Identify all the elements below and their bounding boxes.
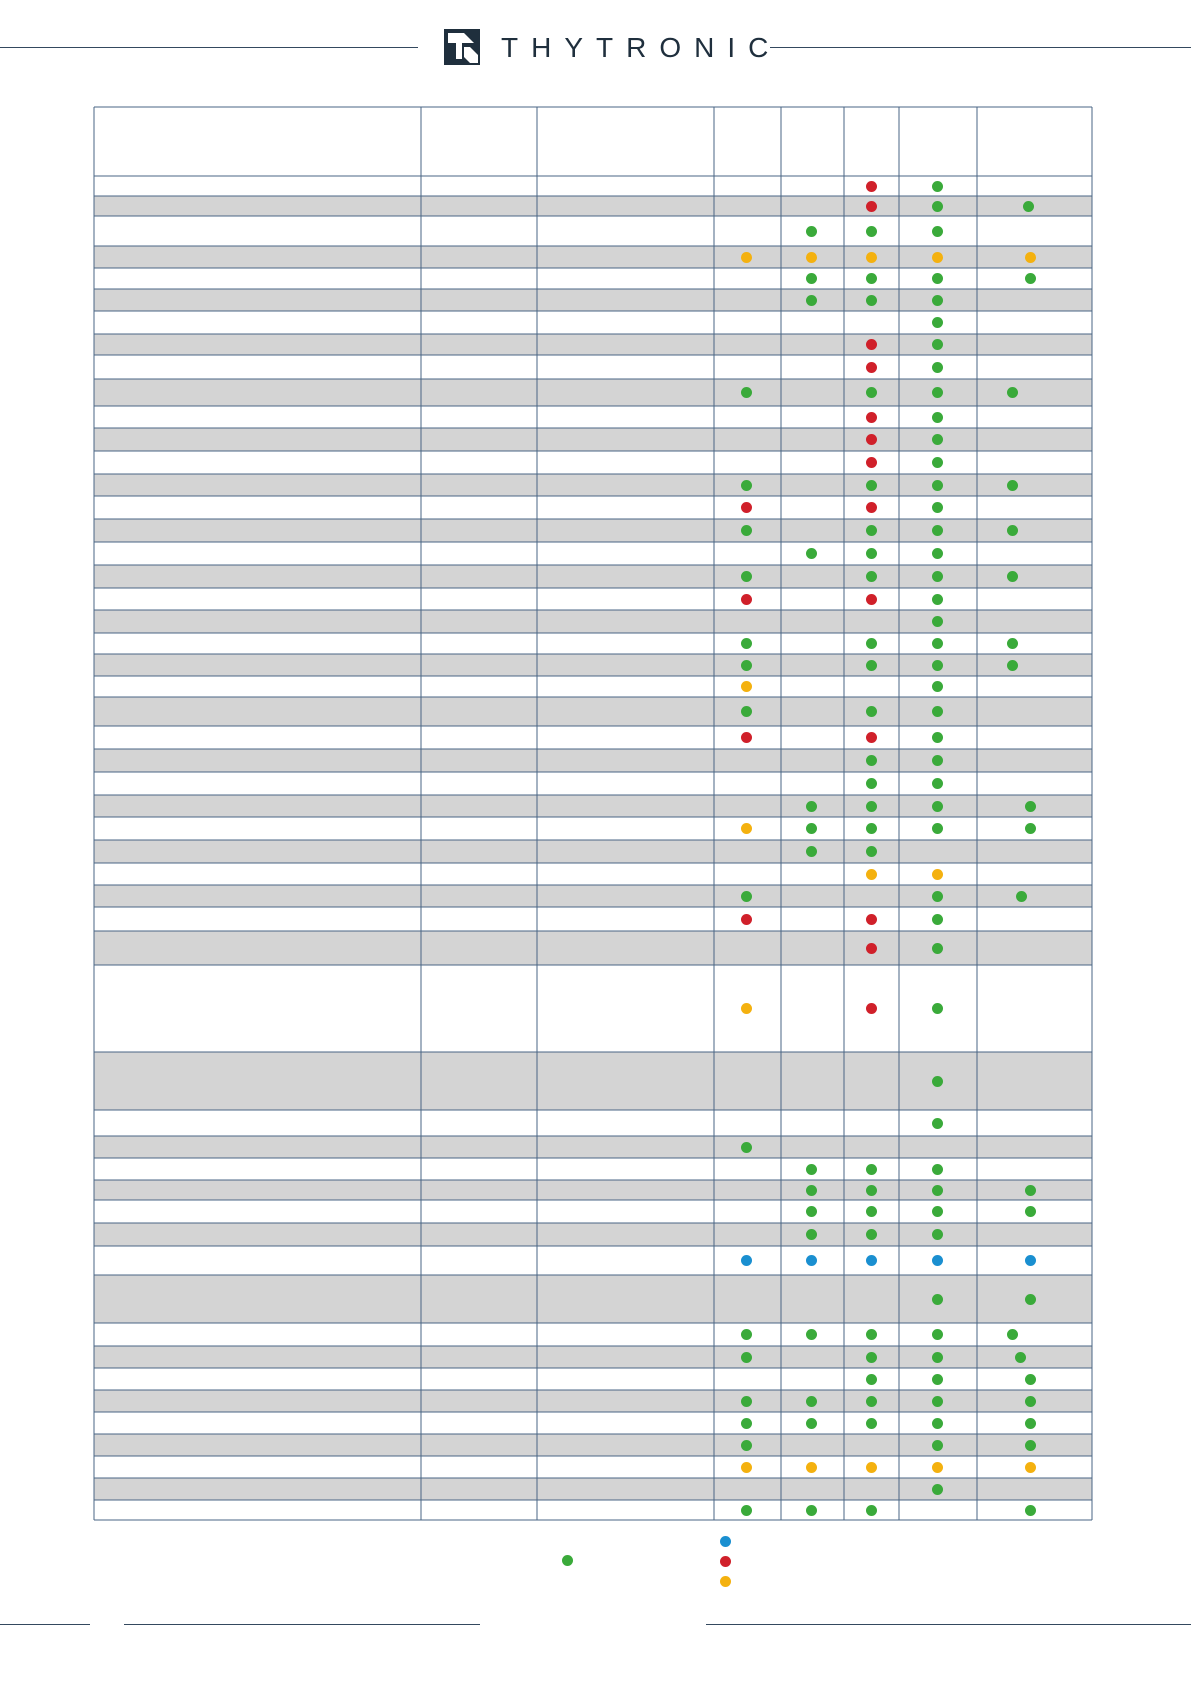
status-dot-green bbox=[1025, 1505, 1036, 1516]
status-dot-green bbox=[866, 525, 877, 536]
status-dot-green bbox=[932, 273, 943, 284]
status-dot-green bbox=[932, 548, 943, 559]
status-dot-green bbox=[932, 891, 943, 902]
footer-rule-1 bbox=[0, 1624, 90, 1625]
status-dot-red bbox=[866, 732, 877, 743]
legend-dot-blue bbox=[720, 1536, 731, 1547]
status-dot-red bbox=[741, 594, 752, 605]
status-dot-green bbox=[866, 295, 877, 306]
status-dot-green bbox=[741, 525, 752, 536]
status-dot-green bbox=[866, 1185, 877, 1196]
status-dot-green bbox=[932, 1440, 943, 1451]
status-dot-green bbox=[866, 548, 877, 559]
status-dot-green bbox=[932, 943, 943, 954]
status-dot-green bbox=[1015, 1352, 1026, 1363]
status-dot-green bbox=[741, 706, 752, 717]
status-dot-green bbox=[741, 1142, 752, 1153]
status-dot-green bbox=[1007, 660, 1018, 671]
status-dot-red bbox=[741, 732, 752, 743]
status-dot-green bbox=[866, 778, 877, 789]
status-dot-green bbox=[866, 660, 877, 671]
status-dot-green bbox=[806, 1229, 817, 1240]
status-dot-green bbox=[741, 480, 752, 491]
status-dot-green bbox=[806, 273, 817, 284]
status-dot-green bbox=[866, 706, 877, 717]
status-dot-green bbox=[741, 1418, 752, 1429]
status-dot-red bbox=[866, 362, 877, 373]
status-dot-red bbox=[866, 434, 877, 445]
legend-dot-green bbox=[562, 1555, 573, 1566]
status-dot-yellow bbox=[1025, 1462, 1036, 1473]
status-dot-yellow bbox=[932, 869, 943, 880]
status-dot-blue bbox=[1025, 1255, 1036, 1266]
status-dot-green bbox=[932, 362, 943, 373]
status-dot-green bbox=[866, 1505, 877, 1516]
status-dot-yellow bbox=[866, 869, 877, 880]
status-dot-green bbox=[1007, 480, 1018, 491]
status-dot-green bbox=[932, 681, 943, 692]
status-dot-green bbox=[932, 801, 943, 812]
footer-rule-3 bbox=[706, 1624, 1191, 1625]
status-dot-blue bbox=[741, 1255, 752, 1266]
status-dot-green bbox=[1007, 387, 1018, 398]
status-dot-green bbox=[806, 548, 817, 559]
status-dot-green bbox=[932, 1003, 943, 1014]
status-dot-yellow bbox=[866, 252, 877, 263]
status-dot-green bbox=[1025, 801, 1036, 812]
status-dot-green bbox=[741, 1396, 752, 1407]
status-dot-green bbox=[1007, 571, 1018, 582]
status-dot-blue bbox=[806, 1255, 817, 1266]
status-dot-green bbox=[866, 571, 877, 582]
status-dot-green bbox=[932, 616, 943, 627]
status-dot-green bbox=[932, 226, 943, 237]
status-dot-green bbox=[806, 823, 817, 834]
status-dot-green bbox=[741, 638, 752, 649]
status-dot-yellow bbox=[741, 1003, 752, 1014]
status-dot-green bbox=[866, 1352, 877, 1363]
status-dot-green bbox=[741, 571, 752, 582]
status-dot-green bbox=[1025, 1396, 1036, 1407]
table-row-shade bbox=[94, 840, 1092, 863]
status-dot-green bbox=[1007, 1329, 1018, 1340]
status-dot-green bbox=[806, 1396, 817, 1407]
status-dot-red bbox=[866, 943, 877, 954]
status-dot-green bbox=[1025, 1440, 1036, 1451]
status-dot-green bbox=[932, 1164, 943, 1175]
footer-rule-2 bbox=[124, 1624, 480, 1625]
status-dot-green bbox=[932, 914, 943, 925]
status-dot-green bbox=[932, 755, 943, 766]
status-dot-green bbox=[932, 1229, 943, 1240]
status-dot-green bbox=[1025, 1374, 1036, 1385]
status-dot-green bbox=[741, 1329, 752, 1340]
status-dot-red bbox=[866, 201, 877, 212]
status-dot-green bbox=[932, 638, 943, 649]
status-dot-green bbox=[806, 1505, 817, 1516]
status-dot-green bbox=[866, 1418, 877, 1429]
status-dot-green bbox=[932, 295, 943, 306]
status-dot-green bbox=[741, 387, 752, 398]
table-row-shade bbox=[94, 1136, 1092, 1158]
status-dot-green bbox=[1016, 891, 1027, 902]
status-dot-green bbox=[932, 1118, 943, 1129]
status-dot-green bbox=[1007, 638, 1018, 649]
status-dot-red bbox=[866, 914, 877, 925]
status-dot-green bbox=[1007, 525, 1018, 536]
status-dot-green bbox=[932, 502, 943, 513]
legend-dot-yellow bbox=[720, 1576, 731, 1587]
status-dot-green bbox=[932, 412, 943, 423]
status-dot-green bbox=[932, 1206, 943, 1217]
status-dot-green bbox=[741, 1352, 752, 1363]
status-dot-red bbox=[866, 457, 877, 468]
status-dot-green bbox=[806, 846, 817, 857]
status-dot-green bbox=[932, 434, 943, 445]
status-dot-green bbox=[866, 387, 877, 398]
status-dot-green bbox=[866, 1206, 877, 1217]
status-dot-yellow bbox=[741, 681, 752, 692]
status-dot-green bbox=[932, 778, 943, 789]
status-dot-green bbox=[1025, 1294, 1036, 1305]
status-dot-green bbox=[866, 480, 877, 491]
status-dot-green bbox=[866, 1229, 877, 1240]
legend-dot-red bbox=[720, 1556, 731, 1567]
status-dot-yellow bbox=[866, 1462, 877, 1473]
status-dot-green bbox=[932, 1396, 943, 1407]
status-dot-green bbox=[1025, 823, 1036, 834]
status-dot-green bbox=[806, 1164, 817, 1175]
status-dot-green bbox=[932, 1374, 943, 1385]
status-dot-green bbox=[932, 480, 943, 491]
brand-name: THYTRONIC bbox=[501, 32, 782, 63]
status-dot-green bbox=[932, 1352, 943, 1363]
status-dot-green bbox=[932, 1484, 943, 1495]
status-dot-yellow bbox=[806, 252, 817, 263]
status-dot-red bbox=[741, 914, 752, 925]
status-dot-green bbox=[866, 1374, 877, 1385]
status-dot-green bbox=[866, 1329, 877, 1340]
status-dot-yellow bbox=[932, 1462, 943, 1473]
status-dot-green bbox=[932, 525, 943, 536]
status-dot-green bbox=[932, 706, 943, 717]
status-dot-green bbox=[932, 823, 943, 834]
status-dot-red bbox=[741, 502, 752, 513]
status-dot-green bbox=[866, 846, 877, 857]
status-dot-red bbox=[866, 339, 877, 350]
status-dot-yellow bbox=[1025, 252, 1036, 263]
status-dot-green bbox=[1023, 201, 1034, 212]
status-dot-green bbox=[932, 1329, 943, 1340]
status-dot-red bbox=[866, 1003, 877, 1014]
status-dot-green bbox=[1025, 273, 1036, 284]
status-dot-green bbox=[932, 1185, 943, 1196]
status-dot-green bbox=[932, 571, 943, 582]
status-dot-green bbox=[932, 317, 943, 328]
status-dot-yellow bbox=[741, 1462, 752, 1473]
status-dot-green bbox=[932, 1418, 943, 1429]
status-dot-green bbox=[806, 1418, 817, 1429]
status-dot-green bbox=[866, 273, 877, 284]
status-dot-yellow bbox=[932, 252, 943, 263]
status-dot-green bbox=[932, 339, 943, 350]
status-dot-red bbox=[866, 181, 877, 192]
status-dot-green bbox=[932, 594, 943, 605]
status-dot-green bbox=[932, 387, 943, 398]
status-dot-yellow bbox=[741, 823, 752, 834]
status-dot-green bbox=[866, 638, 877, 649]
status-dot-green bbox=[866, 1396, 877, 1407]
status-dot-green bbox=[1025, 1206, 1036, 1217]
status-dot-green bbox=[806, 1329, 817, 1340]
status-dot-blue bbox=[932, 1255, 943, 1266]
status-dot-green bbox=[741, 891, 752, 902]
status-dot-green bbox=[1025, 1418, 1036, 1429]
status-dot-green bbox=[866, 755, 877, 766]
status-dot-green bbox=[806, 1185, 817, 1196]
status-dot-green bbox=[866, 226, 877, 237]
status-dot-green bbox=[806, 226, 817, 237]
status-dot-red bbox=[866, 412, 877, 423]
status-dot-green bbox=[866, 1164, 877, 1175]
status-dot-green bbox=[1025, 1185, 1036, 1196]
status-dot-green bbox=[806, 295, 817, 306]
status-dot-red bbox=[866, 594, 877, 605]
status-dot-green bbox=[932, 1294, 943, 1305]
status-dot-green bbox=[741, 1505, 752, 1516]
status-dot-green bbox=[932, 660, 943, 671]
status-dot-green bbox=[932, 181, 943, 192]
status-dot-green bbox=[806, 801, 817, 812]
status-dot-green bbox=[932, 201, 943, 212]
status-dot-red bbox=[866, 502, 877, 513]
status-dot-green bbox=[932, 1076, 943, 1087]
status-dot-green bbox=[741, 660, 752, 671]
status-dot-green bbox=[866, 801, 877, 812]
status-dot-green bbox=[866, 823, 877, 834]
status-dot-blue bbox=[866, 1255, 877, 1266]
status-dot-green bbox=[741, 1440, 752, 1451]
status-dot-green bbox=[806, 1206, 817, 1217]
status-dot-green bbox=[932, 457, 943, 468]
status-dot-yellow bbox=[741, 252, 752, 263]
status-dot-green bbox=[932, 732, 943, 743]
status-dot-yellow bbox=[806, 1462, 817, 1473]
